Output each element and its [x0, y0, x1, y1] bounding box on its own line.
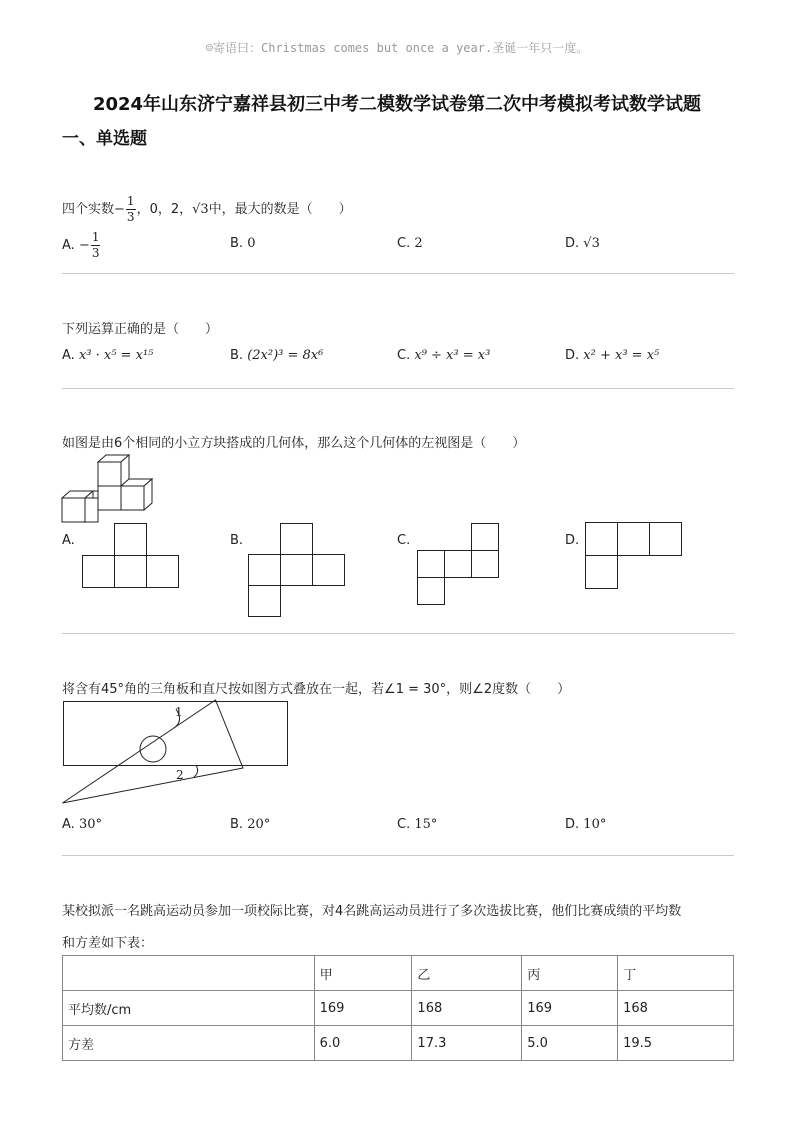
divider	[62, 388, 734, 389]
q1-option-a[interactable]: A. − $\frac{1}{3}$	[62, 230, 100, 260]
q1-fraction: $\frac{1}{3}$	[126, 194, 135, 224]
q4-option-c[interactable]: C. 15°	[397, 817, 438, 832]
table-header-cell: 丁	[618, 956, 734, 991]
q3-option-c[interactable]: C.	[397, 533, 411, 548]
q2-option-d[interactable]: D. x² + x³ = x⁵	[565, 348, 660, 363]
table-cell: 19.5	[618, 1026, 734, 1061]
q2-stem: 下列运算正确的是（ ）	[62, 322, 219, 337]
section-heading: 一、单选题	[62, 129, 147, 149]
table-header-cell	[63, 956, 315, 991]
q2-option-b[interactable]: B. (2x²)³ = 8x⁶	[230, 348, 324, 363]
q5-stem-line2: 和方差如下表：	[62, 936, 154, 951]
q5-stem-line1: 某校拟派一名跳高运动员参加一项校际比赛，对4名跳高运动员进行了多次选拔比赛，他们比赛成绩的平均数	[62, 904, 682, 919]
q1-option-d[interactable]: D. √3	[565, 236, 600, 251]
table-header-cell: 丙	[522, 956, 618, 991]
motto-text: ☺寄语曰：Christmas comes but once a year.圣诞一年只一度。	[205, 41, 589, 55]
ruler-triangle-figure	[60, 697, 292, 809]
q1-option-c[interactable]: C. 2	[397, 236, 423, 251]
q4-option-b[interactable]: B. 20°	[230, 817, 271, 832]
triangle	[63, 700, 244, 803]
q1-option-b[interactable]: B. 0	[230, 236, 256, 251]
divider	[62, 633, 734, 634]
table-row	[63, 1026, 734, 1061]
q3-option-b-figure[interactable]	[248, 523, 348, 619]
triangle-hole	[140, 736, 166, 762]
q3-option-c-figure[interactable]	[417, 523, 503, 607]
table-cell: 6.0	[314, 1026, 412, 1061]
table-cell: 方差	[63, 1026, 315, 1061]
q3-option-a-figure[interactable]	[82, 523, 182, 589]
angle-2-arc	[194, 765, 198, 777]
divider	[62, 855, 734, 856]
table-cell: 平均数/cm	[63, 991, 315, 1026]
angle-2-label: 2	[176, 768, 184, 782]
table-cell: 5.0	[522, 1026, 618, 1061]
q3-option-a[interactable]: A.	[62, 533, 75, 548]
table-cell: 168	[412, 991, 522, 1026]
angle-1-label: 1	[175, 705, 183, 719]
table-cell: 169	[314, 991, 412, 1026]
q2-option-c[interactable]: C. x⁹ ÷ x³ = x³	[397, 348, 491, 363]
q3-option-b[interactable]: B.	[230, 533, 244, 548]
divider	[62, 273, 734, 274]
q1-stem: 四个实数− $\frac{1}{3}$ ，0，2，√3中，最大的数是（ ）	[62, 194, 352, 224]
table-header-cell: 乙	[412, 956, 522, 991]
q4-option-a[interactable]: A. 30°	[62, 817, 102, 832]
q4-stem: 将含有45°角的三角板和直尺按如图方式叠放在一起，若∠1 = 30°，则∠2度数（ ）	[62, 682, 571, 697]
table-cell: 169	[522, 991, 618, 1026]
table-header-row	[63, 956, 734, 991]
q2-option-a[interactable]: A. x³ · x⁵ = x¹⁵	[62, 348, 154, 363]
q3-option-d-figure[interactable]	[585, 522, 685, 590]
page-title: 2024年山东济宁嘉祥县初三中考二模数学试卷第二次中考模拟考试数学试题	[92, 94, 702, 115]
q3-option-d[interactable]: D.	[565, 533, 580, 548]
table-cell: 168	[618, 991, 734, 1026]
table-cell: 17.3	[412, 1026, 522, 1061]
cube-figure	[60, 454, 164, 526]
score-table	[62, 955, 734, 1061]
table-header-cell: 甲	[314, 956, 412, 991]
q3-stem: 如图是由6个相同的小立方块搭成的几何体，那么这个几何体的左视图是（ ）	[62, 436, 526, 451]
table-row	[63, 991, 734, 1026]
q4-option-d[interactable]: D. 10°	[565, 817, 607, 832]
